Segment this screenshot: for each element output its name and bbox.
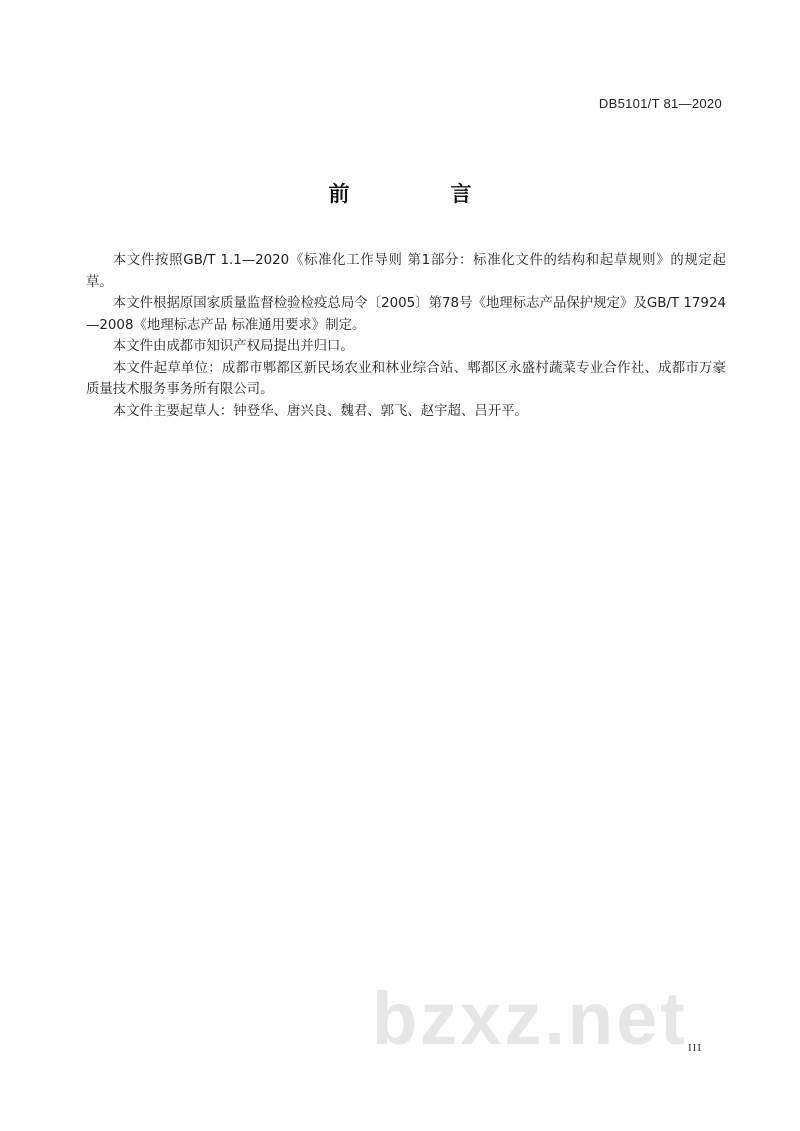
page-title: 前 言 — [328, 182, 512, 206]
paragraph-basis: 本文件根据原国家质量监督检验检疫总局令〔2005〕第78号《地理标志产品保护规定》及GB/T 17924—2008《地理标志产品 标准通用要求》制定。 — [86, 296, 726, 333]
watermark: bzxz.net — [372, 977, 688, 1060]
foreword-body — [86, 250, 726, 422]
paragraph-proposer: 本文件由成都市知识产权局提出并归口。 — [112, 339, 354, 354]
paragraph-drafters: 本文件主要起草人：钟登华、唐兴良、魏君、郭飞、赵宇超、吕开平。 — [112, 403, 528, 419]
paragraph-drafting-rules: 本文件按照GB/T 1.1—2020《标准化工作导则 第1部分：标准化文件的结构和起草规则》的规定起草。 — [86, 253, 726, 290]
page-number: III — [688, 1042, 702, 1054]
document-code: DB5101/T 81—2020 — [598, 96, 722, 111]
paragraph-drafting-units: 本文件起草单位：成都市郫都区新民场农业和林业综合站、郫都区永盛村蔬菜专业合作社、成都市万豪质量技术服务事务所有限公司。 — [86, 360, 726, 397]
